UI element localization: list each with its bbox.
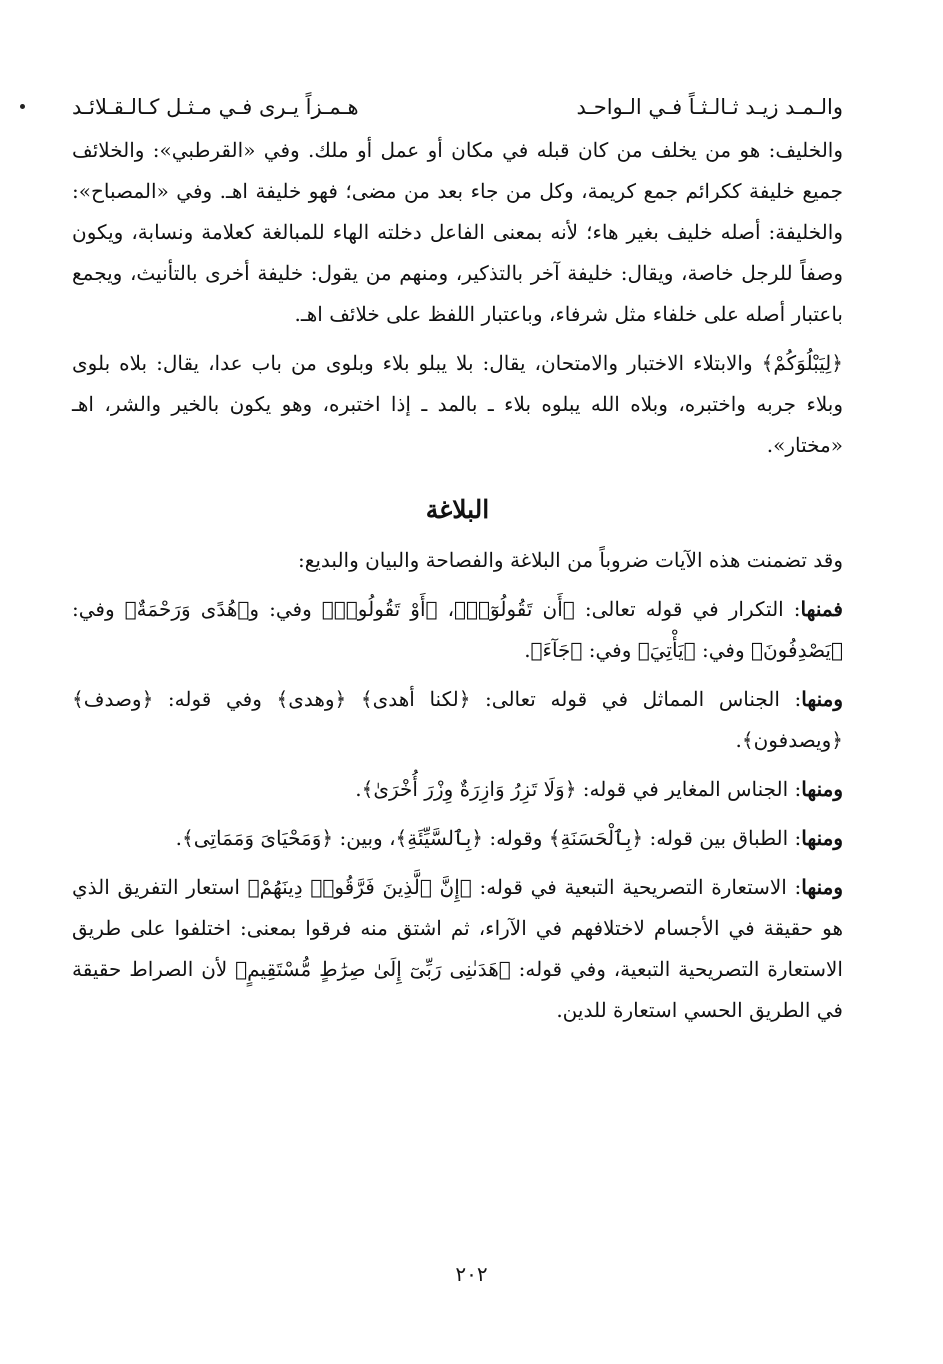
paragraph-khalif: والخليف: هو من يخلف من كان قبله في مكان أو عمل أو ملك. وفي «القرطبي»: والخلائف جميع خليفة ككرائم جمع كريمة، وكل من جاء بعد من مضى؛ فهو خليفة اهـ. وفي «المصباح»: والخليفة: أصله خليف بغير هاء؛ لأنه بمعنى الفاعل دخلته الهاء للمبالغة كعلامة ونسابة، ويكون وصفاً للرجل خاصة، ويقال: خليفة آخر بالتذكير، ومنهم من يقول: خليفة أخرى بالتأنيث، ويجمع باعتبار أصله على خلفاء مثل شرفاء، وباعتبار اللفظ على خلائف اهـ. bbox=[72, 138, 844, 326]
item-text: : الجناس المماثل في قوله تعالى: ﴿لكنا أهدى﴾ ﴿وهدى﴾ وفي قوله: ﴿وصدف﴾ ﴿ويصدفون﴾. bbox=[72, 687, 843, 752]
rhetoric-item bbox=[72, 589, 843, 671]
item-lead: ومنها bbox=[801, 687, 843, 711]
rhetoric-item bbox=[72, 818, 843, 859]
item-text: : الطباق بين قوله: ﴿بِٱلْحَسَنَةِ﴾ وقوله: ﴿بِٱلسَّيِّئَةِ﴾، وبين: ﴿وَمَحْيَاىَ وَمَمَاتِى﴾. bbox=[175, 826, 802, 850]
item-lead: فمنها bbox=[800, 597, 843, 621]
item-text: : التكرار في قوله تعالى: ﴿أَن تَقُولُوٓا۟﴾، ﴿أَوْ تَقُولُوا۟﴾ وفي: و﴿هُدًى وَرَحْمَةٌ﴾ وفي: ﴿يَصْدِفُونَ﴾ وفي: ﴿يَأْتِيَ﴾ وفي: ﴿جَآءَ﴾. bbox=[72, 597, 843, 662]
margin-dot bbox=[20, 104, 25, 109]
item-lead: ومنها bbox=[801, 875, 843, 899]
verse-line bbox=[72, 88, 843, 126]
verse-hemistich-1: والـمـد زيـد ثـالـثـاً فـي الـواحـد bbox=[576, 95, 843, 119]
verse-hemistich-2: هـمـزاً يـرى فـي مـثـل كـالـقـلائـد bbox=[72, 95, 359, 119]
item-lead: ومنها bbox=[801, 777, 843, 801]
page-number: ٢٠٢ bbox=[455, 1262, 488, 1286]
section-intro: وقد تضمنت هذه الآيات ضروباً من البلاغة والفصاحة والبيان والبديع: bbox=[297, 548, 843, 572]
rhetoric-item bbox=[72, 679, 843, 761]
paragraph-yabluwakum: ﴿لِيَبْلُوَكُمْ﴾ والابتلاء الاختبار والامتحان، يقال: بلا يبلو بلاء وبلوى من باب عدا، يقال: بلاه بلوى وبلاء جربه واختبره، وبلاه الله يبلوه بلاء ـ بالمد ـ إذا اختبره، وهو يكون بالخير والشر، اهـ «مختار». bbox=[72, 351, 843, 457]
rhetoric-item bbox=[72, 867, 843, 1031]
rhetoric-item bbox=[72, 769, 843, 810]
section-heading: البلاغة bbox=[425, 495, 490, 524]
item-text: : الاستعارة التصريحية التبعية في قوله: ﴿إِنَّ ٱلَّذِينَ فَرَّقُوا۟ دِينَهُمْ﴾ استعار التفريق الذي هو حقيقة في الأجسام لاختلافهم في الآراء، ثم اشتق منه فرقوا بمعنى: اختلفوا على طريق الاستعارة التصريحية التبعية، وفي قوله: ﴿هَدَىٰنِى رَبِّىٓ إِلَىٰ صِرَٰطٍ مُّسْتَقِيمٍ﴾ لأن الصراط حقيقة في الطريق الحسي استعارة للدين. bbox=[72, 875, 843, 1022]
item-lead: ومنها bbox=[801, 826, 843, 850]
item-text: : الجناس المغاير في قوله: ﴿وَلَا تَزِرُ وَازِرَةٌ وِزْرَ أُخْرَىٰ﴾. bbox=[355, 777, 802, 801]
